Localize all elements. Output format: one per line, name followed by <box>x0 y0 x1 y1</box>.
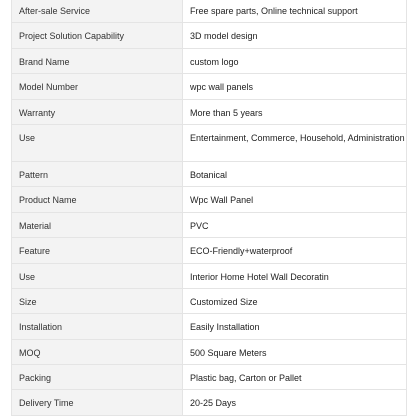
spec-value: Wpc Wall Panel <box>183 187 407 212</box>
spec-key: Pattern <box>12 161 183 186</box>
spec-row <box>12 212 407 237</box>
spec-row <box>12 390 407 415</box>
spec-value: 500 Square Meters <box>183 339 407 364</box>
spec-value: Plastic bag, Carton or Pallet <box>183 365 407 390</box>
spec-value: PVC <box>183 212 407 237</box>
spec-key: After-sale Service <box>12 0 183 23</box>
spec-key: Packing <box>12 365 183 390</box>
spec-row <box>12 187 407 212</box>
spec-key: Project Solution Capability <box>12 23 183 48</box>
spec-key: Product Name <box>12 187 183 212</box>
spec-row <box>12 99 407 124</box>
spec-value: 20-25 Days <box>183 390 407 415</box>
spec-row <box>12 124 407 161</box>
spec-key: Use <box>12 263 183 288</box>
spec-key: Model Number <box>12 74 183 99</box>
spec-value: wpc wall panels <box>183 74 407 99</box>
product-spec-table <box>11 0 407 416</box>
spec-key: Warranty <box>12 99 183 124</box>
spec-row <box>12 161 407 186</box>
spec-key: MOQ <box>12 339 183 364</box>
spec-row <box>12 339 407 364</box>
spec-row <box>12 288 407 313</box>
spec-row <box>12 314 407 339</box>
spec-row <box>12 74 407 99</box>
spec-key: Installation <box>12 314 183 339</box>
spec-value: Interior Home Hotel Wall Decoratin <box>183 263 407 288</box>
spec-key: Size <box>12 288 183 313</box>
spec-value: 3D model design <box>183 23 407 48</box>
spec-row <box>12 48 407 73</box>
spec-key: Material <box>12 212 183 237</box>
spec-value: More than 5 years <box>183 99 407 124</box>
spec-value: Customized Size <box>183 288 407 313</box>
spec-row <box>12 263 407 288</box>
spec-value: custom logo <box>183 48 407 73</box>
spec-row <box>12 365 407 390</box>
spec-row <box>12 0 407 23</box>
spec-value: Entertainment, Commerce, Household, Administration <box>183 124 407 161</box>
spec-value: Botanical <box>183 161 407 186</box>
spec-key: Delivery Time <box>12 390 183 415</box>
spec-value: ECO-Friendly+waterproof <box>183 238 407 263</box>
spec-row <box>12 238 407 263</box>
spec-key: Feature <box>12 238 183 263</box>
spec-row <box>12 23 407 48</box>
spec-value: Easily Installation <box>183 314 407 339</box>
spec-key: Use <box>12 124 183 161</box>
spec-key: Brand Name <box>12 48 183 73</box>
spec-value: Free spare parts, Online technical support <box>183 0 407 23</box>
